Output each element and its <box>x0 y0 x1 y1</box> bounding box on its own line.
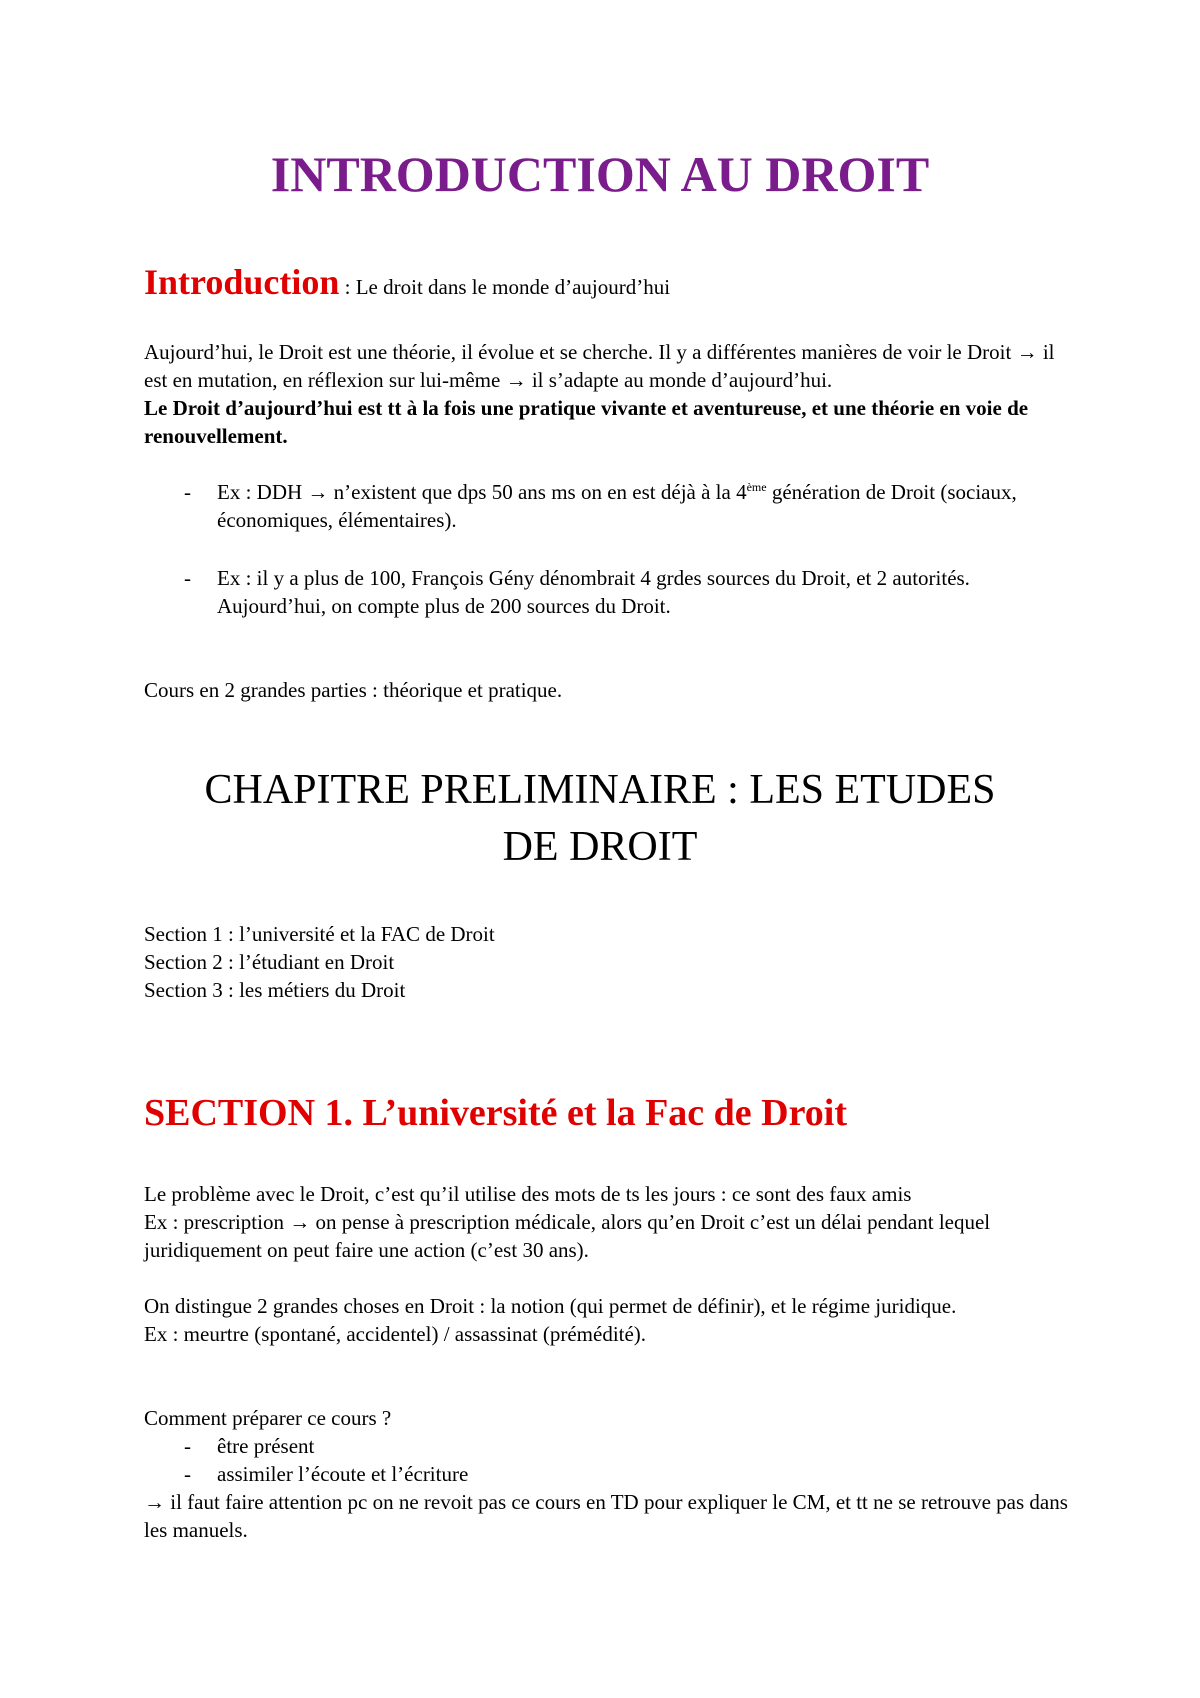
arrow-right-icon: → <box>505 368 527 392</box>
example1-superscript: ème <box>746 480 767 494</box>
preparation-list <box>144 1432 1074 1488</box>
section1-paragraph-3 <box>144 1404 1074 1544</box>
list-item: - Ex : il y a plus de 100, François Gény dénombrait 4 grdes sources du Droit, et 2 autorités. Aujourd’hui, on compte plus de 200 sources du Droit. <box>144 564 1074 620</box>
cours-paragraph: Cours en 2 grandes parties : théorique et pratique. <box>144 678 563 702</box>
intro-bold-statement: Le Droit d’aujourd’hui est tt à la fois une pratique vivante et aventureuse, et une théorie en voie de renouvellement. <box>144 396 1029 448</box>
example-list-1 <box>144 478 1074 534</box>
arrow-right-icon: → <box>1016 340 1038 364</box>
example1-text-a: Ex : DDH <box>217 480 303 504</box>
section1-paragraph-2 <box>144 1292 1074 1348</box>
example1-text-c: génération de Droit (sociaux, économiques, élémentaires). <box>217 480 1017 532</box>
chapter-title-line2: DE DROIT <box>502 824 698 870</box>
introduction-subtitle: : Le droit dans le monde d’aujourd’hui <box>339 275 671 299</box>
chapter-sections-list <box>144 920 1074 1004</box>
intro-text-b: il est en mutation, en réflexion sur lui-même <box>144 340 1055 392</box>
example1-text-b: n’existent que dps 50 ans ms on en est déjà à la 4 <box>328 480 747 504</box>
document-title: INTRODUCTION AU DROIT <box>270 146 930 202</box>
section-entry-2: Section 2 : l’étudiant en Droit <box>144 950 395 974</box>
section1-p3-conclusion: il faut faire attention pc on ne revoit pas ce cours en TD pour expliquer le CM, et tt ne se retrouve pas dans les manuels. <box>144 1490 1068 1542</box>
section1-heading: SECTION 1. L’université et la Fac de Droit <box>144 1092 847 1134</box>
section1-p2-example: Ex : meurtre (spontané, accidentel) / assassinat (prémédité). <box>144 1322 647 1346</box>
intro-text-c: il s’adapte au monde d’aujourd’hui. <box>526 368 833 392</box>
section1-p1-ex-b: on pense à prescription médicale, alors qu’en Droit c’est un délai pendant lequel juridiquement on peut faire une action (c’est 30 ans). <box>144 1210 991 1262</box>
arrow-right-icon: → <box>144 1490 165 1514</box>
intro-text-a: Aujourd’hui, le Droit est une théorie, il évolue et se cherche. Il y a différentes manières de voir le Droit <box>144 340 1012 364</box>
intro-paragraph <box>144 338 1074 450</box>
section1-p3-question: Comment préparer ce cours ? <box>144 1406 392 1430</box>
introduction-heading-line <box>144 262 671 302</box>
chapter-title <box>0 762 1200 876</box>
section1-paragraph-1 <box>144 1180 1074 1264</box>
list-item: - être présent <box>144 1432 1074 1460</box>
list-item <box>144 478 1074 534</box>
section1-p1-line1: Le problème avec le Droit, c’est qu’il utilise des mots de ts les jours : ce sont des faux amis <box>144 1182 912 1206</box>
example-list-2 <box>144 564 1074 620</box>
section1-p1-ex-a: Ex : prescription <box>144 1210 284 1234</box>
section-entry-1: Section 1 : l’université et la FAC de Droit <box>144 922 495 946</box>
list-item: - assimiler l’écoute et l’écriture <box>144 1460 1074 1488</box>
section-entry-3: Section 3 : les métiers du Droit <box>144 978 406 1002</box>
introduction-heading: Introduction <box>144 262 340 302</box>
section1-p2-line1: On distingue 2 grandes choses en Droit : la notion (qui permet de définir), et le régime juridique. <box>144 1294 957 1318</box>
chapter-title-line1: CHAPITRE PRELIMINAIRE : LES ETUDES <box>204 767 996 813</box>
arrow-right-icon: → <box>289 1210 311 1234</box>
arrow-right-icon: → <box>307 480 329 504</box>
